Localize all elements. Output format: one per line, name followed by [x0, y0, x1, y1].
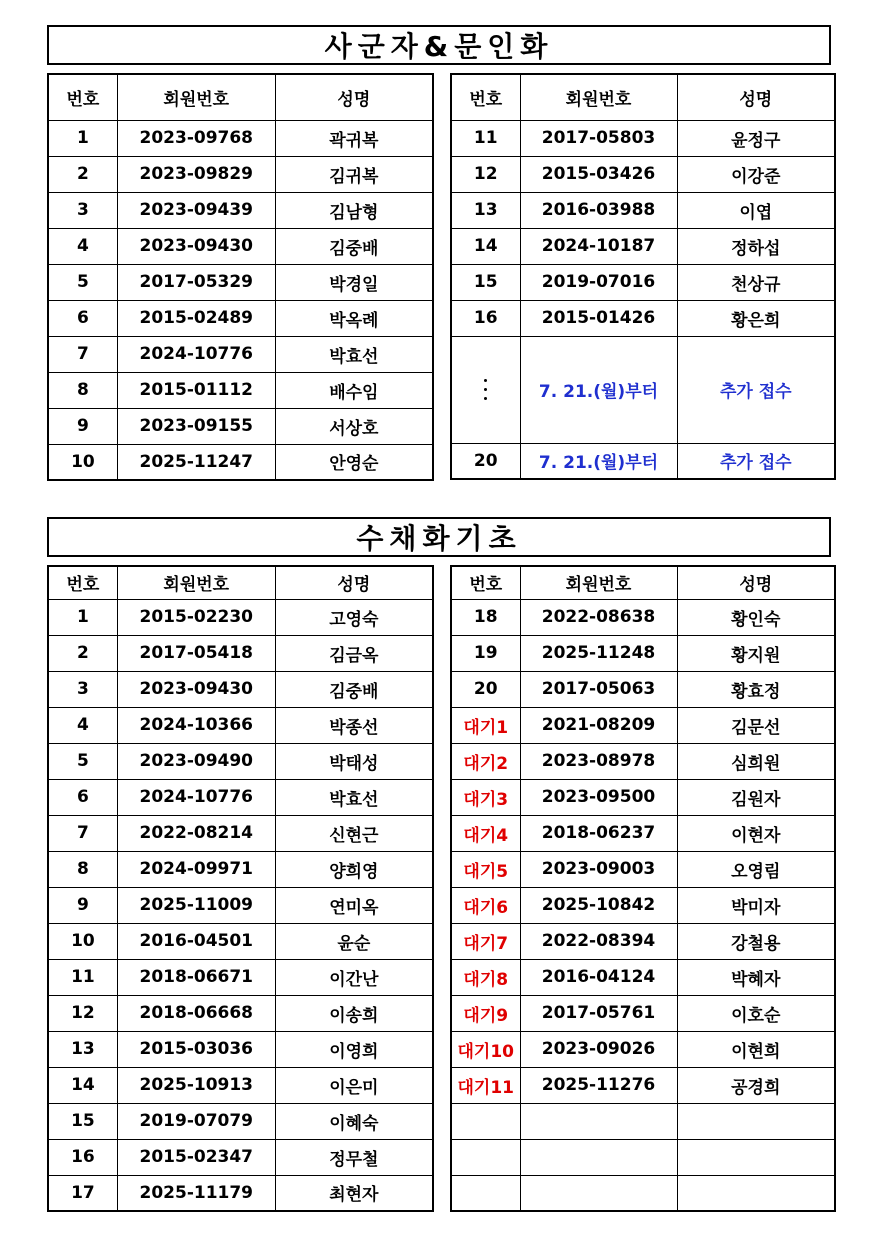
row-number: 대기6 — [451, 887, 520, 923]
member-id — [520, 1175, 677, 1211]
member-name: 연미옥 — [275, 887, 433, 923]
table-row — [451, 851, 835, 887]
table-row — [48, 156, 433, 192]
table-row — [451, 635, 835, 671]
member-id: 2023-09003 — [520, 851, 677, 887]
additional-registration-notice: 추가 접수 — [677, 336, 835, 443]
member-name: 이엽 — [677, 192, 835, 228]
row-number: 대기7 — [451, 923, 520, 959]
section2-title: 수채화기초 — [47, 517, 831, 557]
header-member-id: 회원번호 — [117, 74, 275, 120]
member-id: 2015-02489 — [117, 300, 275, 336]
member-id: 2023-09430 — [117, 671, 275, 707]
member-id: 2017-05063 — [520, 671, 677, 707]
row-number: 10 — [48, 444, 117, 480]
table-row — [48, 707, 433, 743]
member-name: 김중배 — [275, 671, 433, 707]
member-name: 김문선 — [677, 707, 835, 743]
table-row — [48, 192, 433, 228]
member-id: 2018-06237 — [520, 815, 677, 851]
row-number: 대기3 — [451, 779, 520, 815]
table-row — [48, 599, 433, 635]
table-row — [451, 743, 835, 779]
member-name: 이호순 — [677, 995, 835, 1031]
row-number: 15 — [48, 1103, 117, 1139]
member-id: 2023-09155 — [117, 408, 275, 444]
header-number: 번호 — [451, 74, 520, 120]
member-name: 윤순 — [275, 923, 433, 959]
row-number: 11 — [48, 959, 117, 995]
header-number: 번호 — [48, 74, 117, 120]
member-id: 2023-09500 — [520, 779, 677, 815]
member-id: 2015-01112 — [117, 372, 275, 408]
row-number: 대기11 — [451, 1067, 520, 1103]
table-row — [451, 120, 835, 156]
row-number: 대기5 — [451, 851, 520, 887]
member-id: 2024-10776 — [117, 336, 275, 372]
row-number: 16 — [451, 300, 520, 336]
member-name: 윤정구 — [677, 120, 835, 156]
member-name: 심희원 — [677, 743, 835, 779]
member-id: 2025-11276 — [520, 1067, 677, 1103]
member-id: 2017-05761 — [520, 995, 677, 1031]
member-name: 황지원 — [677, 635, 835, 671]
member-name: 신현근 — [275, 815, 433, 851]
member-id: 2024-10776 — [117, 779, 275, 815]
member-name: 박종선 — [275, 707, 433, 743]
row-number: 14 — [451, 228, 520, 264]
row-number: 8 — [48, 851, 117, 887]
member-id: 2023-09026 — [520, 1031, 677, 1067]
section2-right-table — [450, 565, 836, 1212]
member-name: 고영숙 — [275, 599, 433, 635]
member-name: 이현자 — [677, 815, 835, 851]
row-number: 대기2 — [451, 743, 520, 779]
table-row — [48, 228, 433, 264]
member-id: 2022-08214 — [117, 815, 275, 851]
row-number: 7 — [48, 336, 117, 372]
member-id: 2016-04124 — [520, 959, 677, 995]
member-name: 이강준 — [677, 156, 835, 192]
table-row — [48, 995, 433, 1031]
row-number: 6 — [48, 779, 117, 815]
row-number: 12 — [48, 995, 117, 1031]
member-name: 강철용 — [677, 923, 835, 959]
member-name: 김남형 — [275, 192, 433, 228]
member-id: 2025-11248 — [520, 635, 677, 671]
table-row — [451, 300, 835, 336]
registration-date-notice: 7. 21.(월)부터 — [520, 443, 677, 479]
member-id: 2015-02230 — [117, 599, 275, 635]
member-id: 2018-06668 — [117, 995, 275, 1031]
member-name: 배수임 — [275, 372, 433, 408]
header-name: 성명 — [275, 74, 433, 120]
table-row — [48, 1139, 433, 1175]
member-id: 2023-09430 — [117, 228, 275, 264]
member-id: 2023-08978 — [520, 743, 677, 779]
member-name: 김원자 — [677, 779, 835, 815]
row-number: 5 — [48, 264, 117, 300]
table-row — [451, 192, 835, 228]
row-number: 9 — [48, 887, 117, 923]
member-id: 2025-10913 — [117, 1067, 275, 1103]
table-row — [451, 1139, 835, 1175]
header-member-id: 회원번호 — [520, 74, 677, 120]
member-name: 이현희 — [677, 1031, 835, 1067]
table-row — [48, 743, 433, 779]
member-name: 공경희 — [677, 1067, 835, 1103]
row-number — [451, 1139, 520, 1175]
member-name: 곽귀복 — [275, 120, 433, 156]
member-id: 2024-09971 — [117, 851, 275, 887]
table-row — [48, 372, 433, 408]
table-row — [451, 995, 835, 1031]
row-number: 5 — [48, 743, 117, 779]
row-number: 12 — [451, 156, 520, 192]
table-row — [48, 444, 433, 480]
member-name: 박옥례 — [275, 300, 433, 336]
member-id: 2025-10842 — [520, 887, 677, 923]
table-row — [451, 671, 835, 707]
member-name: 이영희 — [275, 1031, 433, 1067]
vertical-ellipsis-icon — [452, 379, 520, 400]
member-id: 2017-05329 — [117, 264, 275, 300]
member-id — [520, 1139, 677, 1175]
row-number: 7 — [48, 815, 117, 851]
member-name: 정하섭 — [677, 228, 835, 264]
row-number: 대기4 — [451, 815, 520, 851]
member-name: 오영림 — [677, 851, 835, 887]
member-name: 서상호 — [275, 408, 433, 444]
member-id — [520, 1103, 677, 1139]
member-id: 2015-01426 — [520, 300, 677, 336]
table-row — [451, 1175, 835, 1211]
table-row — [451, 707, 835, 743]
member-id: 2015-03426 — [520, 156, 677, 192]
row-number: 대기8 — [451, 959, 520, 995]
member-id: 2022-08638 — [520, 599, 677, 635]
member-name: 김귀복 — [275, 156, 433, 192]
row-number: 6 — [48, 300, 117, 336]
section1-right-table — [450, 73, 836, 480]
row-number: 대기9 — [451, 995, 520, 1031]
header-number: 번호 — [451, 566, 520, 599]
header-name: 성명 — [677, 74, 835, 120]
table-row — [48, 300, 433, 336]
header-name: 성명 — [677, 566, 835, 599]
table-row — [451, 443, 835, 479]
table-row — [48, 1175, 433, 1211]
table-row — [451, 1103, 835, 1139]
member-name: 양희영 — [275, 851, 433, 887]
table-row — [451, 599, 835, 635]
table-row — [48, 851, 433, 887]
table-row — [48, 1067, 433, 1103]
member-id: 2025-11247 — [117, 444, 275, 480]
row-number — [451, 1175, 520, 1211]
table-row — [451, 336, 835, 443]
table-row — [48, 923, 433, 959]
member-name — [677, 1175, 835, 1211]
member-id: 2025-11009 — [117, 887, 275, 923]
row-number: 15 — [451, 264, 520, 300]
table-row — [48, 120, 433, 156]
table-row — [48, 959, 433, 995]
member-name: 천상규 — [677, 264, 835, 300]
row-number: 9 — [48, 408, 117, 444]
member-id: 2024-10366 — [117, 707, 275, 743]
table-row — [451, 923, 835, 959]
member-name — [677, 1139, 835, 1175]
section2-left-table — [47, 565, 434, 1212]
row-number: 3 — [48, 671, 117, 707]
member-id: 2019-07079 — [117, 1103, 275, 1139]
table-row — [451, 887, 835, 923]
table-row — [451, 815, 835, 851]
ellipsis-cell — [451, 336, 520, 443]
additional-registration-notice: 추가 접수 — [677, 443, 835, 479]
member-id: 2017-05418 — [117, 635, 275, 671]
row-number: 대기1 — [451, 707, 520, 743]
member-id: 2021-08209 — [520, 707, 677, 743]
row-number: 16 — [48, 1139, 117, 1175]
member-name: 황인숙 — [677, 599, 835, 635]
row-number: 1 — [48, 599, 117, 635]
row-number: 13 — [48, 1031, 117, 1067]
member-name: 최현자 — [275, 1175, 433, 1211]
table-row — [451, 264, 835, 300]
section1-title: 사군자&문인화 — [47, 25, 831, 65]
row-number: 1 — [48, 120, 117, 156]
member-id: 2022-08394 — [520, 923, 677, 959]
row-number: 18 — [451, 599, 520, 635]
member-id: 2023-09439 — [117, 192, 275, 228]
member-id: 2016-03988 — [520, 192, 677, 228]
table-row — [451, 156, 835, 192]
member-name: 안영순 — [275, 444, 433, 480]
member-name: 정무철 — [275, 1139, 433, 1175]
table-row — [451, 228, 835, 264]
table-row — [48, 635, 433, 671]
table-row — [48, 1031, 433, 1067]
header-member-id: 회원번호 — [117, 566, 275, 599]
member-name: 이간난 — [275, 959, 433, 995]
member-id: 2023-09768 — [117, 120, 275, 156]
member-name: 박혜자 — [677, 959, 835, 995]
table-row — [48, 1103, 433, 1139]
member-name: 황은희 — [677, 300, 835, 336]
row-number: 14 — [48, 1067, 117, 1103]
table-row — [48, 779, 433, 815]
member-name: 박경일 — [275, 264, 433, 300]
row-number: 대기10 — [451, 1031, 520, 1067]
member-name: 김중배 — [275, 228, 433, 264]
row-number: 19 — [451, 635, 520, 671]
member-name: 황효정 — [677, 671, 835, 707]
row-number — [451, 1103, 520, 1139]
row-number: 20 — [451, 671, 520, 707]
member-id: 2024-10187 — [520, 228, 677, 264]
row-number: 17 — [48, 1175, 117, 1211]
header-name: 성명 — [275, 566, 433, 599]
section1-left-table — [47, 73, 434, 481]
row-number: 4 — [48, 228, 117, 264]
member-name: 이은미 — [275, 1067, 433, 1103]
row-number: 2 — [48, 635, 117, 671]
member-id: 2023-09490 — [117, 743, 275, 779]
member-id: 2019-07016 — [520, 264, 677, 300]
member-name: 박태성 — [275, 743, 433, 779]
table-row — [451, 1067, 835, 1103]
member-name: 김금옥 — [275, 635, 433, 671]
member-id: 2015-03036 — [117, 1031, 275, 1067]
row-number: 11 — [451, 120, 520, 156]
header-member-id: 회원번호 — [520, 566, 677, 599]
row-number: 3 — [48, 192, 117, 228]
row-number: 10 — [48, 923, 117, 959]
header-number: 번호 — [48, 566, 117, 599]
row-number: 13 — [451, 192, 520, 228]
member-name — [677, 1103, 835, 1139]
member-id: 2016-04501 — [117, 923, 275, 959]
table-row — [48, 336, 433, 372]
member-name: 박효선 — [275, 779, 433, 815]
table-row — [451, 1031, 835, 1067]
table-row — [451, 779, 835, 815]
member-name: 박효선 — [275, 336, 433, 372]
row-number: 4 — [48, 707, 117, 743]
member-id: 2015-02347 — [117, 1139, 275, 1175]
member-id: 2017-05803 — [520, 120, 677, 156]
member-name: 이혜숙 — [275, 1103, 433, 1139]
registration-date-notice: 7. 21.(월)부터 — [520, 336, 677, 443]
member-id: 2025-11179 — [117, 1175, 275, 1211]
table-row — [48, 264, 433, 300]
table-row — [48, 887, 433, 923]
table-row — [451, 959, 835, 995]
row-number: 2 — [48, 156, 117, 192]
member-id: 2023-09829 — [117, 156, 275, 192]
row-number: 8 — [48, 372, 117, 408]
member-name: 이송희 — [275, 995, 433, 1031]
member-id: 2018-06671 — [117, 959, 275, 995]
row-number: 20 — [451, 443, 520, 479]
member-name: 박미자 — [677, 887, 835, 923]
table-row — [48, 671, 433, 707]
table-row — [48, 815, 433, 851]
table-row — [48, 408, 433, 444]
